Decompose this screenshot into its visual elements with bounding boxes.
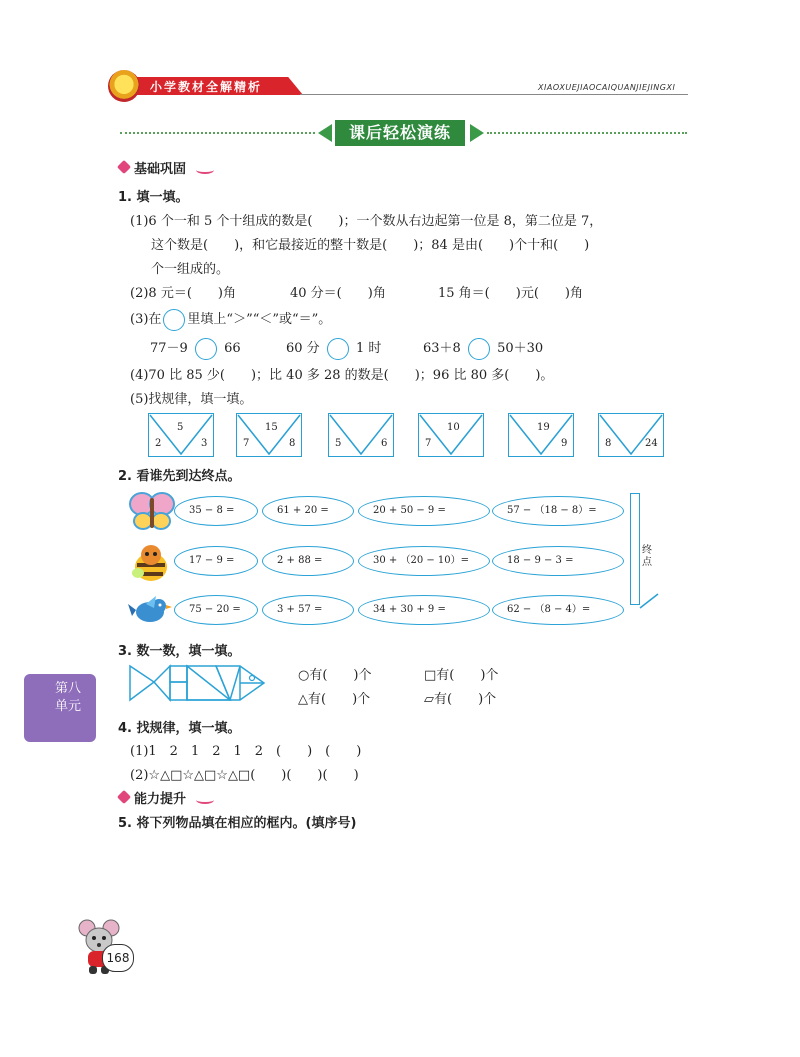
butterfly-icon	[128, 490, 176, 532]
pattern-box	[598, 413, 664, 457]
q1-p3-tail: 里填上“＞”“＜”或“＝”。	[187, 312, 332, 327]
pattern-right-number: 9	[561, 438, 568, 449]
pattern-left-number: 7	[425, 438, 432, 449]
compare-1	[150, 337, 241, 360]
banner-dashes-left	[120, 132, 315, 134]
q4-line1: (1)1 2 1 2 1 2 ( ) ( )	[130, 744, 362, 759]
q1-p2c: 15 角＝( )元( )角	[438, 286, 583, 301]
q1-title: 1. 填一填。	[118, 190, 189, 205]
race-oval: 34 + 30 + 9 =	[358, 595, 490, 625]
section-advanced-title: 能力提升	[134, 792, 187, 807]
pattern-left-number: 8	[605, 438, 612, 449]
pattern-right-number: 6	[381, 438, 388, 449]
side-tab-line2: 单元	[54, 699, 81, 714]
finish-label: 终点	[642, 545, 652, 568]
q1-line2: 这个数是( )，和它最接近的整十数是( )；84 是由( )个十和( )	[151, 238, 590, 253]
compare-3-right: 50＋30	[497, 341, 544, 356]
compare-3-circle[interactable]	[468, 338, 490, 360]
fish-figure	[128, 660, 268, 706]
race-oval: 20 + 50 − 9 =	[358, 496, 490, 526]
pattern-left-number: 7	[243, 438, 250, 449]
header-title: 小学教材全解精析	[150, 80, 263, 94]
section-basic-title: 基础巩固	[134, 162, 187, 177]
q4-line2: (2)☆△□☆△□☆△□( )( )( )	[130, 768, 359, 783]
q3-title: 3. 数一数，填一填。	[118, 644, 241, 659]
race-oval: 2 + 88 =	[262, 546, 354, 576]
compare-3-left: 63＋8	[423, 341, 461, 356]
compare-2	[286, 337, 381, 360]
q1-p2b: 40 分＝( )角	[290, 286, 386, 301]
finish-flag-line	[630, 588, 660, 610]
count-square: □有( )个	[424, 668, 499, 683]
bird-icon	[128, 594, 172, 628]
compare-2-right: 1 时	[355, 341, 382, 356]
compare-1-left: 77－9	[150, 341, 188, 356]
race-oval: 18 − 9 − 3 =	[492, 546, 624, 576]
banner-dashes-right	[487, 132, 687, 134]
compare-2-left: 60 分	[286, 341, 320, 356]
race-oval: 17 − 9 =	[174, 546, 258, 576]
race-oval: 57 − （18 − 8）=	[492, 496, 624, 526]
pattern-box	[236, 413, 302, 457]
pattern-left-number: 5	[335, 438, 342, 449]
pattern-box	[418, 413, 484, 457]
race-oval: 30 + （20 − 10）=	[358, 546, 490, 576]
swoosh-icon	[196, 796, 214, 804]
pen-icon	[117, 160, 131, 174]
swoosh-icon	[196, 166, 214, 174]
compare-1-right: 66	[224, 341, 241, 356]
q1-p5: (5)找规律，填一填。	[130, 392, 253, 407]
compare-circle-icon	[163, 309, 185, 331]
pattern-box	[148, 413, 214, 457]
side-tab-line1: 第八	[54, 681, 81, 696]
count-parallelogram: ▱有( )个	[424, 692, 497, 707]
q1-line1: (1)6 个一和 5 个十组成的数是( )；一个数从右边起第一位是 8，第二位是 7，	[130, 214, 603, 229]
pattern-top-number: 19	[537, 422, 550, 433]
q1-p3	[130, 308, 331, 331]
q1-line3: 个一组成的。	[151, 262, 230, 277]
pattern-right-number: 8	[289, 438, 296, 449]
book-logo-icon	[108, 70, 140, 102]
pattern-box	[328, 413, 394, 457]
compare-2-circle[interactable]	[327, 338, 349, 360]
unit-side-tab	[24, 674, 96, 742]
q2-title: 2. 看谁先到达终点。	[118, 469, 241, 484]
bee-icon	[130, 543, 172, 583]
banner-left-arrow-icon	[318, 124, 332, 142]
pattern-top-number: 5	[177, 422, 184, 433]
q5-title: 5. 将下列物品填在相应的框内。(填序号)	[118, 816, 357, 831]
page-number: 168	[102, 944, 134, 972]
header-rule	[300, 94, 688, 95]
pen-icon	[117, 790, 131, 804]
banner-right-arrow-icon	[470, 124, 484, 142]
q4-title: 4. 找规律，填一填。	[118, 721, 241, 736]
race-oval: 75 − 20 =	[174, 595, 258, 625]
race-oval: 62 − （8 − 4）=	[492, 595, 624, 625]
q1-p3-head: (3)在	[130, 312, 162, 327]
pattern-box	[508, 413, 574, 457]
count-circle: ○有( )个	[298, 668, 372, 683]
pattern-right-number: 3	[201, 438, 208, 449]
q1-p2a: (2)8 元＝( )角	[130, 286, 236, 301]
race-oval: 3 + 57 =	[262, 595, 354, 625]
pattern-right-number: 24	[645, 438, 658, 449]
race-oval: 61 + 20 =	[262, 496, 354, 526]
header-subtitle: XIAOXUEJIAOCAIQUANJIEJINGXI	[538, 83, 676, 92]
q1-p4: (4)70 比 85 少( )；比 40 多 28 的数是( )；96 比 80 多( )。	[130, 368, 554, 383]
compare-1-circle[interactable]	[195, 338, 217, 360]
pattern-left-number: 2	[155, 438, 162, 449]
compare-3	[423, 337, 543, 360]
race-oval: 35 − 8 =	[174, 496, 258, 526]
count-triangle: △有( )个	[298, 692, 371, 707]
pattern-top-number: 10	[447, 422, 460, 433]
section-banner: 课后轻松演练	[335, 120, 465, 146]
pattern-top-number: 15	[265, 422, 278, 433]
